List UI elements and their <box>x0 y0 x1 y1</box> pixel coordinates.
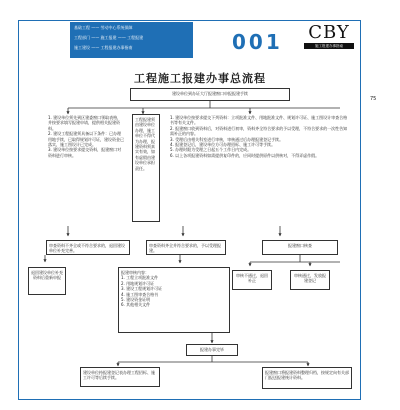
left-note-2: 2. 建设工程报建须具备以下条件：已办理用地手续，已取得规划许可证，建设资金已落实，施工图设计已完成。 <box>48 131 124 148</box>
review-item-5: 5. 建设资金证明 <box>121 297 151 303</box>
right-note-2: 2. 报建窗口收到资料后，对资料进行初审，资料齐全符合要求的予以受理，不符合要求的一次性告知需补正的内容。 <box>170 125 348 137</box>
middle-box <box>132 114 160 222</box>
approve-text: 报建办事完毕 <box>200 347 224 352</box>
right-note-6: 6. 以上各项报建资料如需提供复印件的，应同时提供原件以供核对，不得弄虚作假。 <box>170 152 320 158</box>
row1-left-text: 审查资料不齐全或不符合要求的，退回建设单位补充完善。 <box>49 243 125 254</box>
page-title: 工程施工报建办事总流程 <box>134 72 266 85</box>
row2-right-a-box <box>232 270 272 290</box>
row2-right-b-box <box>290 270 330 290</box>
header-line-2: 工程部门 —— 施工报建 —— 工程报建 <box>74 35 144 40</box>
right-notes <box>170 115 350 225</box>
review-item-3: 3. 建设工程规划许可证 <box>121 286 163 292</box>
right-note-1: 1. 建设单位按要求提交下列资料：立项批准文件、用地批准文件、规划许可证、施工图设计审查合格书等有关文件。 <box>170 115 348 126</box>
review-items-box <box>118 267 230 333</box>
right-note-4: 4. 报建登记后，建设单位方可办理招标、施工许可等手续。 <box>170 142 276 148</box>
page-number: 75 <box>370 96 377 102</box>
review-item-4: 4. 施工图审查合格书 <box>121 291 159 297</box>
row1-right-box <box>262 240 338 255</box>
row2-right-a-text: 审核不通过，退回补正 <box>236 273 268 284</box>
bottom-left-box <box>80 367 160 387</box>
approve-box <box>186 344 238 356</box>
logo-text: CBY <box>308 22 350 43</box>
review-list-title: 报建审核内容： <box>121 270 149 275</box>
bottom-right-box <box>262 367 352 389</box>
left-note-3: 3. 建设单位按要求提交资料，报建窗口对资料进行审核。 <box>48 147 122 158</box>
review-item-2: 2. 用地规划许可证 <box>121 280 155 286</box>
row1-left-box <box>46 240 130 255</box>
bottom-right-text: 报建窗口将报建资料整理归档，按规定向有关部门报送报建统计资料。 <box>265 370 349 381</box>
logo-tagline: 施工报建办事指南 <box>304 43 354 49</box>
right-note-3: 3. 受理后由相关科室进行审核，审核通过后办理报建登记手续。 <box>170 136 284 142</box>
middle-box-text: 工程报建须由建设单位办理，施工单位不得代为办理，报建资料须真实有效，如有虚假由建设单位承担责任。 <box>135 117 155 171</box>
start-box-text: 建设单位到办证大厅报建窗口申报报建手续 <box>172 91 248 96</box>
row1-middle-text: 审查资料齐全并符合要求的，予以受理报建。 <box>149 243 221 254</box>
row1-right-text: 报建窗口核查 <box>288 243 312 248</box>
left-note-1: 1. 建设单位须先到区建委窗口领取表格，并按要求填写报建申请，提供相关报建资料。 <box>48 115 122 131</box>
start-box <box>130 88 290 101</box>
row1-middle-box <box>146 240 226 255</box>
left-notes <box>48 115 124 225</box>
row2-left-box <box>28 267 66 295</box>
right-note-5: 5. 办理时限为受理之日起五个工作日内完成。 <box>170 147 252 153</box>
review-item-6: 6. 其他相关文件 <box>121 302 151 308</box>
row2-left-text: 退回建设单位补充资料后重新申报 <box>31 270 63 281</box>
bottom-left-text: 建设单位持报建登记表办理工程招标、施工许可等后续手续。 <box>83 370 155 381</box>
header-line-3: 施工建设 —— 工程报建办事指南 <box>74 45 133 50</box>
document-code: 001 <box>232 30 283 54</box>
row2-right-b-text: 审核通过，发放报建登记 <box>294 273 326 284</box>
review-item-1: 1. 工程立项批准文件 <box>121 275 159 281</box>
header-line-1: 基础工程 —— 劳动中心系统保障 <box>74 25 133 30</box>
